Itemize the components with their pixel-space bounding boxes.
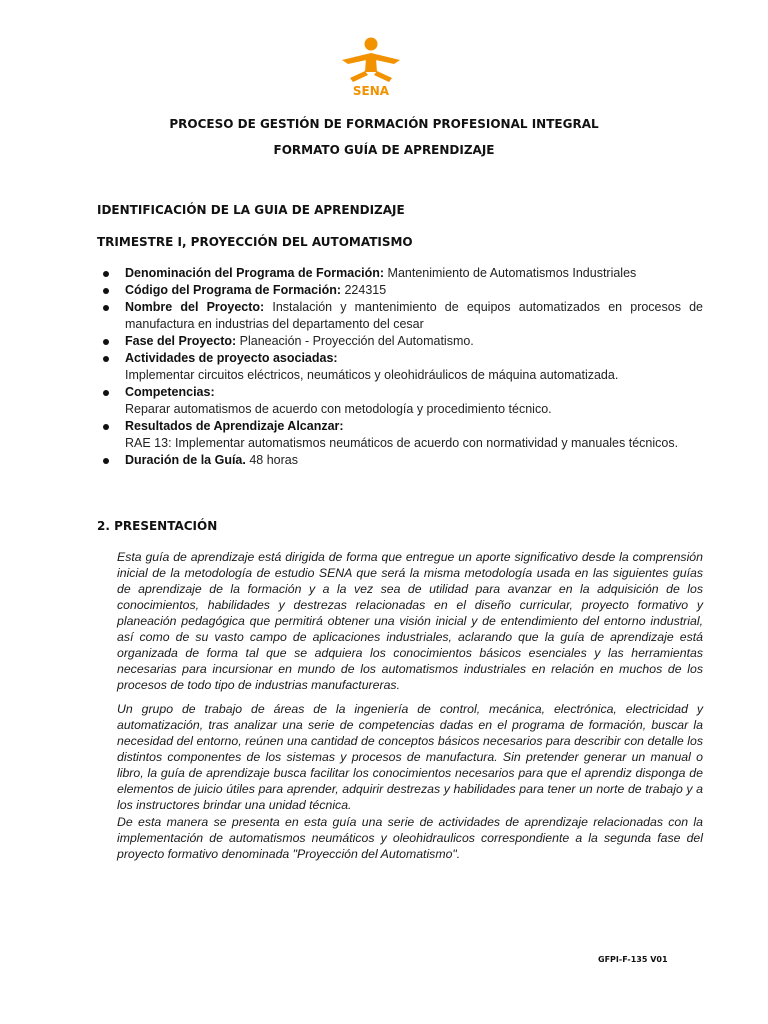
item-value: 224315 <box>341 283 387 297</box>
item-value: Mantenimiento de Automatismos Industriales <box>384 266 637 280</box>
item-label: Resultados de Aprendizaje Alcanzar: <box>125 419 344 433</box>
section-heading-identification: IDENTIFICACIÓN DE LA GUIA DE APRENDIZAJE <box>97 203 405 217</box>
item-label: Código del Programa de Formación: <box>125 283 341 297</box>
item-detail: Implementar circuitos eléctricos, neumáticos y oleohidráulicos de máquina automatizada. <box>125 368 619 382</box>
item-value: Instalación y mantenimiento de equipos automatizados en procesos de manufactura en industrias del departamento del cesar <box>125 300 704 331</box>
presentation-paragraph-1: Esta guía de aprendizaje está dirigida de forma que entregue un aporte significativo desde la comprensión inicial de la metodología de estudio SENA que será la misma metodología usada en las siguientes guías de aprendizaje de la formación y a la vez sea de utilidad para avanzar en la adquisición de los conocimientos, habilidades y destrezas relacionadas en el diseño curricular, proyecto formativo y planeación pedagógica que permitirá obtener una visión inicial y de entendimiento del entorno industrial, así como de su vasto campo de aplicaciones industriales, aclarando que la guía de aprendizaje está organizada de forma tal que se adquiera los conocimientos básicos esenciales y las herramientas necesarias para incursionar en mundo de los automatismos industriales en relación en muchos de los procesos de todo tipo de industrias manufactureras. <box>117 550 703 692</box>
list-item <box>97 384 703 418</box>
bullet-icon <box>103 305 109 311</box>
section-subheading-trimester: TRIMESTRE I, PROYECCIÓN DEL AUTOMATISMO <box>97 235 413 249</box>
bullet-icon <box>103 390 109 396</box>
sena-logo-icon <box>336 36 406 98</box>
item-detail: RAE 13: Implementar automatismos neumáticos de acuerdo con normatividad y manuales técnicos. <box>125 436 679 450</box>
bullet-icon <box>103 424 109 430</box>
list-item <box>97 265 703 282</box>
list-item <box>97 418 703 452</box>
item-detail: Reparar automatismos de acuerdo con metodología y procedimiento técnico. <box>125 402 552 416</box>
document-subtitle: FORMATO GUÍA DE APRENDIZAJE <box>273 143 495 157</box>
bullet-icon <box>103 356 109 362</box>
form-code: GFPI-F-135 V01 <box>598 955 668 964</box>
document-title: PROCESO DE GESTIÓN DE FORMACIÓN PROFESIONAL INTEGRAL <box>169 117 599 131</box>
item-value: Planeación - Proyección del Automatismo. <box>236 334 474 348</box>
identification-list <box>97 265 703 469</box>
list-item <box>97 350 703 384</box>
item-label: Denominación del Programa de Formación: <box>125 266 385 280</box>
bullet-icon <box>103 271 109 277</box>
list-item <box>97 333 703 350</box>
list-item <box>97 282 703 299</box>
item-label: Duración de la Guía. <box>125 453 246 467</box>
item-label: Nombre del Proyecto: <box>125 300 265 314</box>
bullet-icon <box>103 458 109 464</box>
item-value: 48 horas <box>245 453 298 467</box>
section-heading-presentation: 2. PRESENTACIÓN <box>97 519 218 533</box>
item-label: Actividades de proyecto asociadas: <box>125 351 338 365</box>
item-label: Competencias: <box>125 385 215 399</box>
presentation-paragraph-2: Un grupo de trabajo de áreas de la ingeniería de control, mecánica, electrónica, electricidad y automatización, tras analizar una serie de competencias dadas en el programa de formación, buscar la necesidad del entorno, reúnen una cantidad de conceptos básicos necesarios para describir con detalle los distintos componentes de los sistemas y procesos de manufactura. Sin pretender generar un manual o libro, la guía de aprendizaje busca facilitar los conocimientos necesarios para que el aprendiz disponga de elementos de juicio útiles para aprender, adquirir destrezas y habilidades para tener un norte de trabajo y a los instructores brindar una unidad técnica. <box>117 702 703 812</box>
list-item <box>97 452 703 469</box>
presentation-paragraph-3: De esta manera se presenta en esta guía una serie de actividades de aprendizaje relacionadas con la implementación de automatismos neumáticos y oleohidraulicos correspondiente a la segunda fase del proyecto formativo denominada "Proyección del Automatismo". <box>117 815 703 861</box>
bullet-icon <box>103 288 109 294</box>
list-item <box>97 299 703 333</box>
logo-text: SENA <box>352 84 390 98</box>
item-label: Fase del Proyecto: <box>125 334 237 348</box>
bullet-icon <box>103 339 109 345</box>
